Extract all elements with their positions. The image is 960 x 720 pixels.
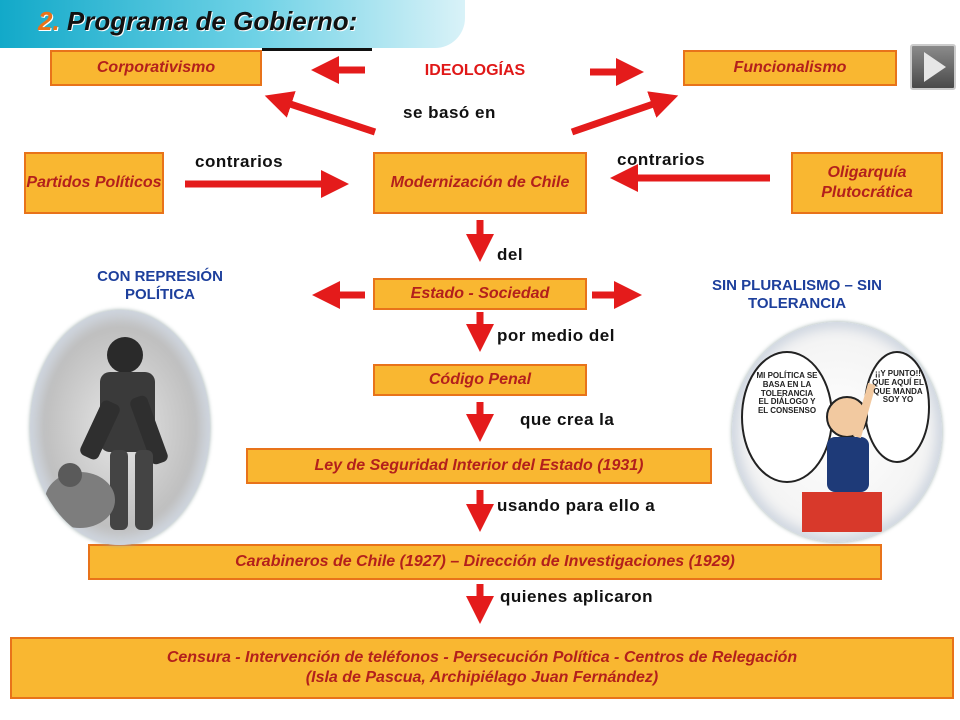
cartoon-bubble-left: MI POLÍTICA SE BASA EN LA TOLERANCIA EL DIÁLOGO Y EL CONSENSO — [756, 371, 818, 416]
label-con-represion: CON REPRESIÓN POLÍTICA — [97, 268, 223, 303]
title-text: Programa de Gobierno: — [66, 6, 358, 36]
cartoon-illustration — [732, 322, 942, 542]
censura-line-1: Censura - Intervención de teléfonos - Persecución Política - Centros de Relegación — [166, 649, 798, 666]
label-del: del — [497, 245, 524, 264]
box-censura — [10, 637, 954, 699]
label-se-baso: se basó en — [403, 103, 496, 122]
cartoon-image — [732, 322, 942, 542]
box-ley-seguridad: Ley de Seguridad Interior del Estado (1931) — [246, 448, 712, 484]
box-partidos: Partidos Políticos — [24, 152, 164, 214]
arrow-diag-left — [278, 100, 375, 132]
box-estado: Estado - Sociedad — [373, 278, 587, 310]
repression-photo — [30, 310, 210, 545]
cartoon-bubble-right: ¡¡Y PUNTO!! QUE AQUÍ EL QUE MANDA SOY YO — [872, 369, 924, 405]
title-number: 2. — [38, 6, 60, 36]
label-ideologias: IDEOLOGÍAS — [424, 62, 526, 79]
label-contrarios-left: contrarios — [195, 152, 284, 171]
box-oligarquia: Oligarquía Plutocrática — [791, 152, 943, 214]
censura-line-2: (Isla de Pascua, Archipiélago Juan Fernández) — [305, 669, 659, 686]
box-carabineros: Carabineros de Chile (1927) – Dirección de Investigaciones (1929) — [88, 544, 882, 580]
police-figure-illustration — [30, 310, 210, 545]
label-quienes: quienes aplicaron — [500, 587, 654, 606]
label-que-crea: que crea la — [520, 410, 615, 429]
box-modernizacion: Modernización de Chile — [373, 152, 587, 214]
label-por-medio: por medio del — [497, 326, 615, 345]
arrow-diag-right — [572, 100, 665, 132]
box-funcionalismo: Funcionalismo — [683, 50, 897, 86]
box-corporativismo: Corporativismo — [50, 50, 262, 86]
label-usando: usando para ello a — [497, 496, 656, 515]
label-sin-pluralismo: SIN PLURALISMO – SIN TOLERANCIA — [711, 277, 883, 312]
box-codigo-penal: Código Penal — [373, 364, 587, 396]
label-contrarios-right: contrarios — [617, 150, 706, 169]
